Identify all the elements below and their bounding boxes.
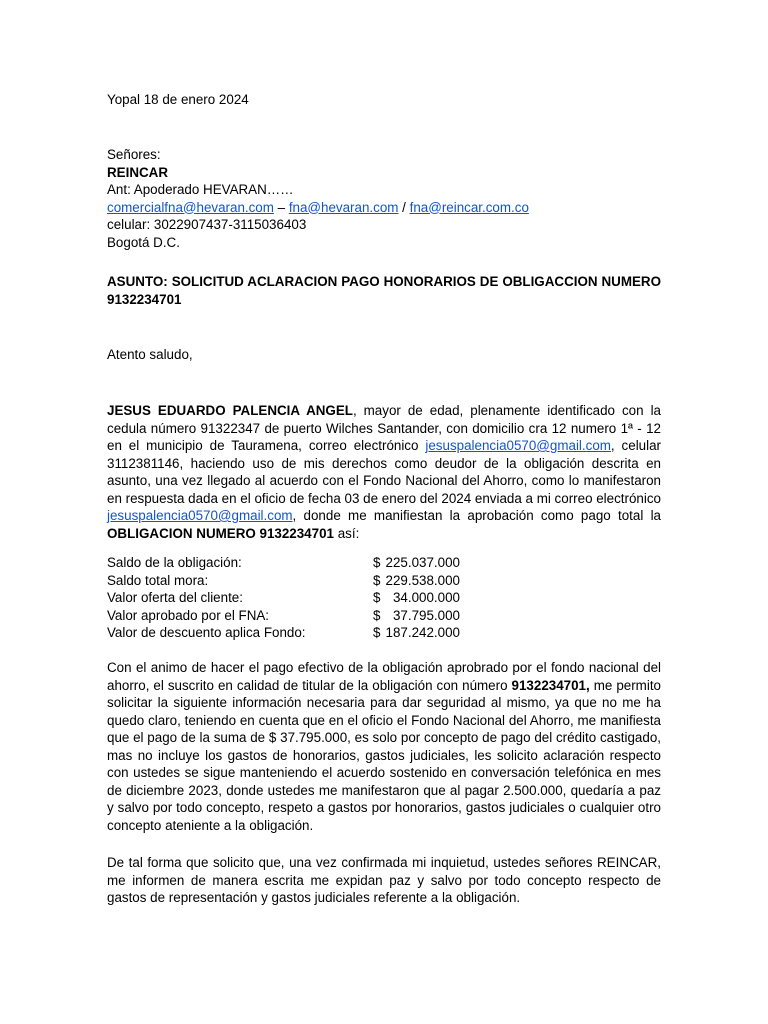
- paragraph-3: De tal forma que solicito que, una vez confirmada mi inquietud, ustedes señores REINCAR, me informen de manera escrita me expidan paz y salvo por todo concepto respecto de gastos de representación y gastos judiciales referente a la obligación.: [107, 855, 661, 905]
- salutation: Señores:: [107, 147, 161, 162]
- paragraph-1-text: , donde me manifiestan la aprobación como pago total la: [292, 508, 661, 523]
- email-link-jesuspalencia[interactable]: jesuspalencia0570@gmail.com: [425, 438, 611, 453]
- paragraph-1: [107, 402, 661, 542]
- currency-symbol: $: [373, 590, 381, 605]
- amount-label: Saldo total mora:: [107, 572, 209, 588]
- currency-symbol: $: [373, 607, 381, 623]
- recipient-phone: celular: 3022907437-3115036403: [107, 217, 307, 232]
- recipient-emails: [107, 199, 661, 217]
- amount-value: 37.795.000: [392, 607, 460, 623]
- amount-value: 187.242.000: [385, 625, 460, 640]
- paragraph-1-text: , celular 3112381146, haciendo uso de mis derechos como deudor de la obligación descrita en asunto, una vez llegado al acuerdo con el Fondo Nacional del Ahorro, como lo manifestaron en respuesta dada en el oficio de fecha 03 de enero del 2024 enviada a mi correo electrónico: [107, 438, 662, 506]
- recipient-attention: Ant: Apoderado HEVARAN……: [107, 182, 294, 197]
- obligation-number: 9132234701,: [511, 677, 590, 693]
- recipient-block: [107, 146, 661, 251]
- recipient-city: Bogotá D.C.: [107, 234, 180, 250]
- recipient-company: REINCAR: [107, 164, 169, 180]
- email-link-fna-reincar[interactable]: fna@reincar.com.co: [409, 199, 529, 215]
- amount-label: Valor aprobado por el FNA:: [107, 607, 270, 623]
- paragraph-1-text: así:: [333, 525, 360, 541]
- amount-value: 225.037.000: [385, 555, 460, 570]
- amount-row: [107, 572, 661, 590]
- email-link-comercialfna[interactable]: comercialfna@hevaran.com: [107, 199, 274, 215]
- email-link-fna-hevaran[interactable]: fna@hevaran.com: [288, 199, 399, 215]
- amount-value: 34.000.000: [392, 590, 460, 605]
- amount-row: [107, 554, 661, 572]
- email-separator: /: [398, 199, 410, 215]
- paragraph-2-text: me permito solicitar la siguiente información necesaria para dar seguridad al mismo, ya que no me ha quedo claro, teniendo en cuenta que en el oficio el Fondo Nacional del Ahorro, me manifiesta que el pago de la suma de $ 37.795.000, es solo por concepto de pago del crédito castigado, mas no incluye los gastos de honorarios, gastos judiciales, les solicito aclaración respecto con ustedes se sigue manteniendo el acuerdo sostenido en conversación telefónica en mes de diciembre 2023, donde ustedes me manifestaron que al pagar 2.500.000, quedaría a paz y salvo por todo concepto, respeto a gastos por honorarios, gastos judiciales o cualquier otro concepto ateniente a la obligación.: [107, 677, 661, 833]
- amounts-table: [107, 554, 661, 642]
- email-link-jesuspalencia-2[interactable]: jesuspalencia0570@gmail.com: [107, 508, 293, 523]
- amount-value: 229.538.000: [385, 572, 460, 588]
- sender-name: JESUS EDUARDO PALENCIA ANGEL: [107, 403, 353, 418]
- obligation-reference: OBLIGACION NUMERO 9132234701: [107, 525, 334, 541]
- email-separator: –: [273, 199, 289, 215]
- currency-symbol: $: [373, 555, 381, 570]
- amount-label: Valor de descuento aplica Fondo:: [107, 625, 306, 640]
- paragraph-1-text: , mayor de edad, plenamente identificado con la cedula número 91322347 de puerto Wilches Santander, con domicilio cra 12 numero 1ª - 12 en el municipio de Tauramena, correo electrónico: [107, 403, 662, 453]
- paragraph-2: [107, 659, 661, 834]
- amount-row: [107, 624, 661, 642]
- currency-symbol: $: [373, 625, 381, 640]
- amount-row: [107, 589, 661, 607]
- paragraph-2-text: Con el animo de hacer el pago efectivo de la obligación aprobrado por el fondo nacional del ahorro, el suscrito en calidad de titular de la obligación con número: [107, 660, 661, 693]
- amount-row: [107, 607, 661, 625]
- currency-symbol: $: [373, 572, 381, 588]
- amount-label: Valor oferta del cliente:: [107, 590, 243, 605]
- subject-line: ASUNTO: SOLICITUD ACLARACION PAGO HONORARIOS DE OBLIGACCION NUMERO 9132234701: [107, 274, 661, 307]
- amount-label: Saldo de la obligación:: [107, 555, 242, 570]
- greeting: Atento saludo,: [107, 347, 193, 362]
- date-line: Yopal 18 de enero 2024: [107, 92, 249, 107]
